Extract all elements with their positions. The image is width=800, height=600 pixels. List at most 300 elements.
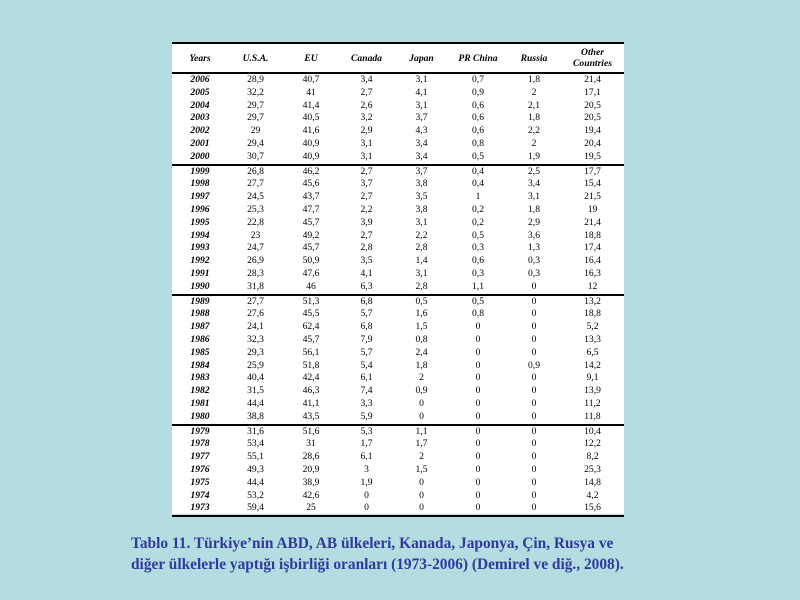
- value-cell: 18,8: [584, 229, 601, 241]
- value-cell: 31,6: [228, 425, 283, 439]
- table-header-row: [172, 43, 624, 73]
- value-cell: 25,3: [584, 463, 601, 475]
- value-cell: 0,9: [415, 385, 428, 397]
- value-cell: 45,5: [302, 308, 320, 320]
- value-cell: 0,9: [472, 86, 484, 98]
- table-caption: [131, 533, 771, 575]
- value-cell: 7,4: [360, 385, 373, 397]
- value-cell: 11,8: [584, 410, 601, 422]
- year-cell: 1980: [190, 410, 210, 422]
- value-cell: 5,4: [360, 359, 373, 371]
- value-cell: 2: [419, 372, 424, 384]
- value-cell: 19: [587, 203, 598, 215]
- value-cell: 38,8: [247, 410, 264, 422]
- value-cell: 56,1: [302, 346, 320, 358]
- value-cell: 2,2: [528, 125, 540, 137]
- table-row: [172, 268, 624, 281]
- value-cell: 0: [531, 346, 537, 358]
- value-cell: 2,8: [360, 242, 373, 254]
- value-cell: 27,7: [247, 178, 264, 190]
- value-cell: 17,1: [584, 86, 601, 98]
- table-row: [172, 425, 624, 439]
- table-row: [172, 321, 624, 334]
- value-cell: 19,4: [584, 125, 601, 137]
- table-row: [172, 73, 624, 87]
- value-cell: 12: [587, 280, 598, 292]
- value-cell: 2,7: [360, 191, 373, 203]
- value-cell: 3,1: [415, 99, 428, 111]
- value-cell: 26,8: [228, 165, 283, 179]
- value-cell: 51,6: [283, 425, 339, 439]
- table-row: [172, 281, 624, 295]
- value-cell: 41,1: [302, 397, 320, 409]
- value-cell: 2,8: [415, 280, 428, 292]
- value-cell: 3,8: [415, 178, 428, 190]
- value-cell: 47,6: [302, 267, 320, 279]
- value-cell: 20,5: [584, 99, 601, 111]
- value-cell: 0: [394, 502, 449, 516]
- table-row: [172, 385, 624, 398]
- value-cell: 0: [364, 489, 369, 501]
- table-row: [172, 87, 624, 100]
- value-cell: 0: [475, 372, 481, 384]
- value-cell: 1,3: [528, 242, 540, 254]
- value-cell: 0: [475, 463, 481, 475]
- value-cell: 0: [531, 451, 537, 463]
- year-cell: 2004: [190, 99, 210, 111]
- value-cell: 4,3: [415, 125, 428, 137]
- value-cell: 2,5: [507, 165, 561, 179]
- value-cell: 0: [475, 410, 481, 422]
- value-cell: 24,5: [247, 191, 264, 203]
- table-row: [172, 411, 624, 425]
- value-cell: 5,3: [339, 425, 394, 439]
- value-cell: 6,1: [360, 451, 373, 463]
- value-cell: 18,8: [584, 308, 601, 320]
- header-canada: Canada: [339, 43, 394, 73]
- value-cell: 0: [419, 397, 424, 409]
- table-row: [172, 490, 624, 503]
- value-cell: 32,3: [247, 333, 264, 345]
- value-cell: 21,4: [584, 216, 601, 228]
- value-cell: 13,9: [584, 385, 601, 397]
- value-cell: 38,9: [302, 476, 320, 488]
- value-cell: 50,9: [302, 255, 320, 267]
- value-cell: 25,3: [247, 203, 264, 215]
- value-cell: 0: [507, 502, 561, 516]
- value-cell: 0,8: [472, 308, 484, 320]
- collaboration-table: [172, 42, 624, 517]
- value-cell: 41,4: [302, 99, 320, 111]
- year-cell: 1981: [190, 397, 210, 409]
- value-cell: 0,5: [472, 150, 484, 162]
- value-cell: 0,6: [472, 125, 484, 137]
- value-cell: 0: [339, 502, 394, 516]
- table-row: [172, 178, 624, 191]
- value-cell: 27,7: [228, 295, 283, 309]
- value-cell: 53,4: [247, 438, 264, 450]
- value-cell: 45,7: [302, 216, 320, 228]
- value-cell: 0,9: [528, 359, 540, 371]
- value-cell: 4,1: [360, 267, 373, 279]
- value-cell: 45,7: [302, 333, 320, 345]
- value-cell: 49,2: [302, 229, 320, 241]
- year-cell: 1990: [190, 280, 210, 292]
- value-cell: 0: [507, 425, 561, 439]
- value-cell: 30,7: [247, 150, 264, 162]
- year-cell: 1988: [190, 308, 210, 320]
- value-cell: 3,9: [360, 216, 373, 228]
- value-cell: 22,8: [247, 216, 264, 228]
- table-row: [172, 464, 624, 477]
- table-row: [172, 100, 624, 113]
- value-cell: 0,6: [472, 99, 484, 111]
- value-cell: 16,3: [584, 267, 601, 279]
- value-cell: 43,5: [302, 410, 320, 422]
- value-cell: 1,1: [394, 425, 449, 439]
- value-cell: 29: [250, 125, 261, 137]
- value-cell: 1,5: [415, 321, 428, 333]
- value-cell: 3,4: [415, 150, 428, 162]
- value-cell: 14,2: [584, 359, 601, 371]
- year-cell: 2006: [190, 74, 210, 85]
- value-cell: 26,9: [247, 255, 264, 267]
- value-cell: 40,9: [302, 137, 320, 149]
- header-years: Years: [172, 43, 228, 73]
- value-cell: 0: [475, 451, 481, 463]
- value-cell: 0: [531, 410, 537, 422]
- value-cell: 24,7: [247, 242, 264, 254]
- value-cell: 2,8: [415, 242, 428, 254]
- value-cell: 3,5: [360, 255, 373, 267]
- header-japan: Japan: [394, 43, 449, 73]
- table-row: [172, 125, 624, 138]
- value-cell: 3,3: [360, 397, 373, 409]
- value-cell: 3,1: [415, 74, 428, 85]
- value-cell: 2,7: [339, 165, 394, 179]
- year-cell: 2005: [190, 86, 210, 98]
- value-cell: 55,1: [247, 451, 264, 463]
- value-cell: 29,3: [247, 346, 264, 358]
- header-pr-china: PR China: [449, 43, 507, 73]
- table-row: [172, 451, 624, 464]
- value-cell: 5,7: [360, 346, 373, 358]
- value-cell: 3,1: [360, 150, 373, 162]
- value-cell: 31,5: [247, 385, 264, 397]
- value-cell: 1,7: [415, 438, 428, 450]
- value-cell: 0: [475, 333, 481, 345]
- value-cell: 0: [531, 438, 537, 450]
- value-cell: 0: [449, 502, 507, 516]
- year-cell: 1986: [190, 333, 210, 345]
- header-russia: Russia: [507, 43, 561, 73]
- value-cell: 0: [531, 280, 537, 292]
- value-cell: 40,9: [302, 150, 320, 162]
- value-cell: 44,4: [247, 397, 264, 409]
- value-cell: 16,4: [584, 255, 601, 267]
- value-cell: 13,2: [561, 295, 624, 309]
- value-cell: 2,2: [360, 203, 373, 215]
- year-cell: 2002: [190, 125, 210, 137]
- value-cell: 28,3: [247, 267, 264, 279]
- value-cell: 2: [419, 451, 424, 463]
- table-row: [172, 138, 624, 151]
- value-cell: 20,9: [302, 463, 320, 475]
- caption-line-1: Tablo 11. Türkiye’nin ABD, AB ülkeleri, Kanada, Japonya, Çin, Rusya ve: [131, 535, 614, 552]
- value-cell: 32,2: [247, 86, 264, 98]
- value-cell: 3,4: [528, 178, 540, 190]
- value-cell: 0: [531, 385, 537, 397]
- value-cell: 3,4: [415, 137, 428, 149]
- value-cell: 1,8: [415, 359, 428, 371]
- value-cell: 6,8: [339, 295, 394, 309]
- value-cell: 0: [419, 476, 424, 488]
- table-row: [172, 204, 624, 217]
- value-cell: 6,8: [360, 321, 373, 333]
- value-cell: 0,8: [472, 137, 484, 149]
- value-cell: 0,4: [449, 165, 507, 179]
- value-cell: 1,9: [360, 476, 373, 488]
- value-cell: 0: [475, 346, 481, 358]
- value-cell: 41: [306, 86, 316, 98]
- value-cell: 10,4: [561, 425, 624, 439]
- value-cell: 12,2: [584, 438, 601, 450]
- value-cell: 43,7: [302, 191, 320, 203]
- value-cell: 1,5: [415, 463, 428, 475]
- value-cell: 3,7: [360, 178, 373, 190]
- year-cell: 1991: [190, 267, 210, 279]
- value-cell: 21,5: [584, 191, 601, 203]
- table-row: [172, 165, 624, 179]
- value-cell: 0,6: [472, 255, 484, 267]
- year-cell: 1976: [190, 463, 210, 475]
- value-cell: 3,1: [528, 191, 540, 203]
- table-row: [172, 112, 624, 125]
- value-cell: 49,3: [247, 463, 264, 475]
- value-cell: 40,7: [302, 74, 320, 85]
- value-cell: 2,6: [360, 99, 373, 111]
- year-cell: 1992: [190, 255, 210, 267]
- value-cell: 4,2: [586, 489, 599, 501]
- value-cell: 2,4: [415, 346, 428, 358]
- header-eu: EU: [283, 43, 339, 73]
- value-cell: 0: [507, 295, 561, 309]
- value-cell: 2: [531, 86, 537, 98]
- value-cell: 1,7: [360, 438, 373, 450]
- value-cell: 29,4: [247, 137, 264, 149]
- year-cell: 1978: [190, 438, 210, 450]
- value-cell: 17,4: [584, 242, 601, 254]
- value-cell: 2,7: [360, 86, 373, 98]
- year-cell: 1996: [190, 203, 210, 215]
- table-row: [172, 372, 624, 385]
- value-cell: 0,7: [472, 74, 484, 85]
- value-cell: 0,5: [394, 295, 449, 309]
- value-cell: 0: [531, 321, 537, 333]
- table-row: [172, 438, 624, 451]
- value-cell: 15,4: [584, 178, 601, 190]
- value-cell: 42,6: [302, 489, 320, 501]
- value-cell: 0,3: [528, 255, 540, 267]
- value-cell: 3,4: [360, 74, 373, 85]
- value-cell: 46,2: [283, 165, 339, 179]
- value-cell: 1,8: [528, 203, 540, 215]
- value-cell: 0: [531, 476, 537, 488]
- value-cell: 25,9: [247, 359, 264, 371]
- value-cell: 0: [419, 489, 424, 501]
- value-cell: 51,8: [302, 359, 320, 371]
- value-cell: 0,5: [449, 295, 507, 309]
- value-cell: 19,5: [584, 150, 601, 162]
- table-body: [172, 73, 624, 516]
- value-cell: 4,1: [415, 86, 428, 98]
- value-cell: 21,4: [584, 74, 601, 85]
- table-row: [172, 477, 624, 490]
- table-row: [172, 334, 624, 347]
- value-cell: 0: [531, 308, 537, 320]
- value-cell: 11,2: [584, 397, 601, 409]
- value-cell: 46,3: [302, 385, 320, 397]
- value-cell: 0: [531, 489, 537, 501]
- value-cell: 1,9: [528, 150, 540, 162]
- value-cell: 0,8: [415, 333, 428, 345]
- table-row: [172, 347, 624, 360]
- value-cell: 59,4: [228, 502, 283, 516]
- year-cell: 1987: [190, 321, 210, 333]
- value-cell: 2,2: [415, 229, 428, 241]
- value-cell: 0: [475, 438, 481, 450]
- value-cell: 40,5: [302, 112, 320, 124]
- table-row: [172, 191, 624, 204]
- value-cell: 1: [475, 191, 481, 203]
- value-cell: 0: [475, 476, 481, 488]
- value-cell: 6,1: [360, 372, 373, 384]
- value-cell: 45,7: [302, 242, 320, 254]
- value-cell: 27,6: [247, 308, 264, 320]
- year-cell: 2003: [190, 112, 210, 124]
- header-usa: U.S.A.: [228, 43, 283, 73]
- value-cell: 3,6: [528, 229, 540, 241]
- caption-line-2: diğer ülkelerle yaptığı işbirliği oranları (1973-2006) (Demirel ve diğ., 2008).: [131, 556, 624, 573]
- value-cell: 45,6: [302, 178, 320, 190]
- value-cell: 1,8: [528, 74, 540, 85]
- value-cell: 0: [531, 463, 537, 475]
- value-cell: 3: [364, 463, 369, 475]
- value-cell: 0: [475, 385, 481, 397]
- value-cell: 5,7: [360, 308, 373, 320]
- value-cell: 5,2: [586, 321, 599, 333]
- value-cell: 17,7: [561, 165, 624, 179]
- year-cell: 1994: [190, 229, 210, 241]
- value-cell: 46: [306, 280, 316, 292]
- year-cell: 1979: [172, 425, 228, 439]
- value-cell: 3,1: [415, 267, 428, 279]
- value-cell: 24,1: [247, 321, 264, 333]
- value-cell: 15,6: [561, 502, 624, 516]
- value-cell: 3,1: [360, 137, 373, 149]
- value-cell: 0: [531, 372, 537, 384]
- value-cell: 0: [449, 425, 507, 439]
- value-cell: 3,8: [415, 203, 428, 215]
- value-cell: 0,2: [472, 203, 484, 215]
- value-cell: 3,2: [360, 112, 373, 124]
- value-cell: 7,9: [360, 333, 373, 345]
- value-cell: 2,9: [360, 125, 373, 137]
- value-cell: 3,5: [415, 191, 428, 203]
- value-cell: 29,7: [247, 112, 264, 124]
- value-cell: 1,1: [472, 280, 484, 292]
- value-cell: 2,1: [528, 99, 540, 111]
- value-cell: 9,1: [586, 372, 599, 384]
- year-cell: 2001: [190, 137, 210, 149]
- year-cell: 1989: [172, 295, 228, 309]
- value-cell: 0,5: [472, 229, 484, 241]
- header-other-countries: Other Countries: [561, 43, 624, 73]
- value-cell: 0: [531, 333, 537, 345]
- table-row: [172, 242, 624, 255]
- value-cell: 14,8: [584, 476, 601, 488]
- table-panel: [172, 42, 624, 514]
- value-cell: 62,4: [302, 321, 320, 333]
- value-cell: 1,4: [415, 255, 428, 267]
- value-cell: 0,2: [472, 216, 484, 228]
- value-cell: 29,7: [247, 99, 264, 111]
- table-row: [172, 255, 624, 268]
- year-cell: 1998: [190, 178, 210, 190]
- value-cell: 2,7: [360, 229, 373, 241]
- value-cell: 0,3: [472, 242, 484, 254]
- value-cell: 0: [419, 410, 424, 422]
- year-cell: 1977: [190, 451, 210, 463]
- table-row: [172, 151, 624, 165]
- value-cell: 5,9: [360, 410, 373, 422]
- value-cell: 0,6: [472, 112, 484, 124]
- value-cell: 44,4: [247, 476, 264, 488]
- value-cell: 20,5: [584, 112, 601, 124]
- table-row: [172, 230, 624, 243]
- value-cell: 31: [306, 438, 316, 450]
- year-cell: 1974: [190, 489, 210, 501]
- value-cell: 0: [475, 397, 481, 409]
- table-row: [172, 308, 624, 321]
- value-cell: 8,2: [586, 451, 599, 463]
- value-cell: 3,7: [394, 165, 449, 179]
- year-cell: 1975: [190, 476, 210, 488]
- value-cell: 1,6: [415, 308, 428, 320]
- value-cell: 31,8: [247, 280, 264, 292]
- value-cell: 47,7: [302, 203, 320, 215]
- value-cell: 6,5: [586, 346, 599, 358]
- table-row: [172, 217, 624, 230]
- year-cell: 1999: [172, 165, 228, 179]
- value-cell: 2: [531, 137, 537, 149]
- year-cell: 1985: [190, 346, 210, 358]
- year-cell: 1973: [172, 502, 228, 516]
- value-cell: 28,6: [302, 451, 320, 463]
- value-cell: 25: [283, 502, 339, 516]
- value-cell: 6,3: [360, 280, 373, 292]
- table-row: [172, 360, 624, 373]
- value-cell: 42,4: [302, 372, 320, 384]
- value-cell: 0,3: [472, 267, 484, 279]
- value-cell: 41,6: [302, 125, 320, 137]
- year-cell: 2000: [190, 150, 210, 162]
- value-cell: 2,9: [528, 216, 540, 228]
- year-cell: 1984: [190, 359, 210, 371]
- year-cell: 1983: [190, 372, 210, 384]
- year-cell: 1982: [190, 385, 210, 397]
- value-cell: 53,2: [247, 489, 264, 501]
